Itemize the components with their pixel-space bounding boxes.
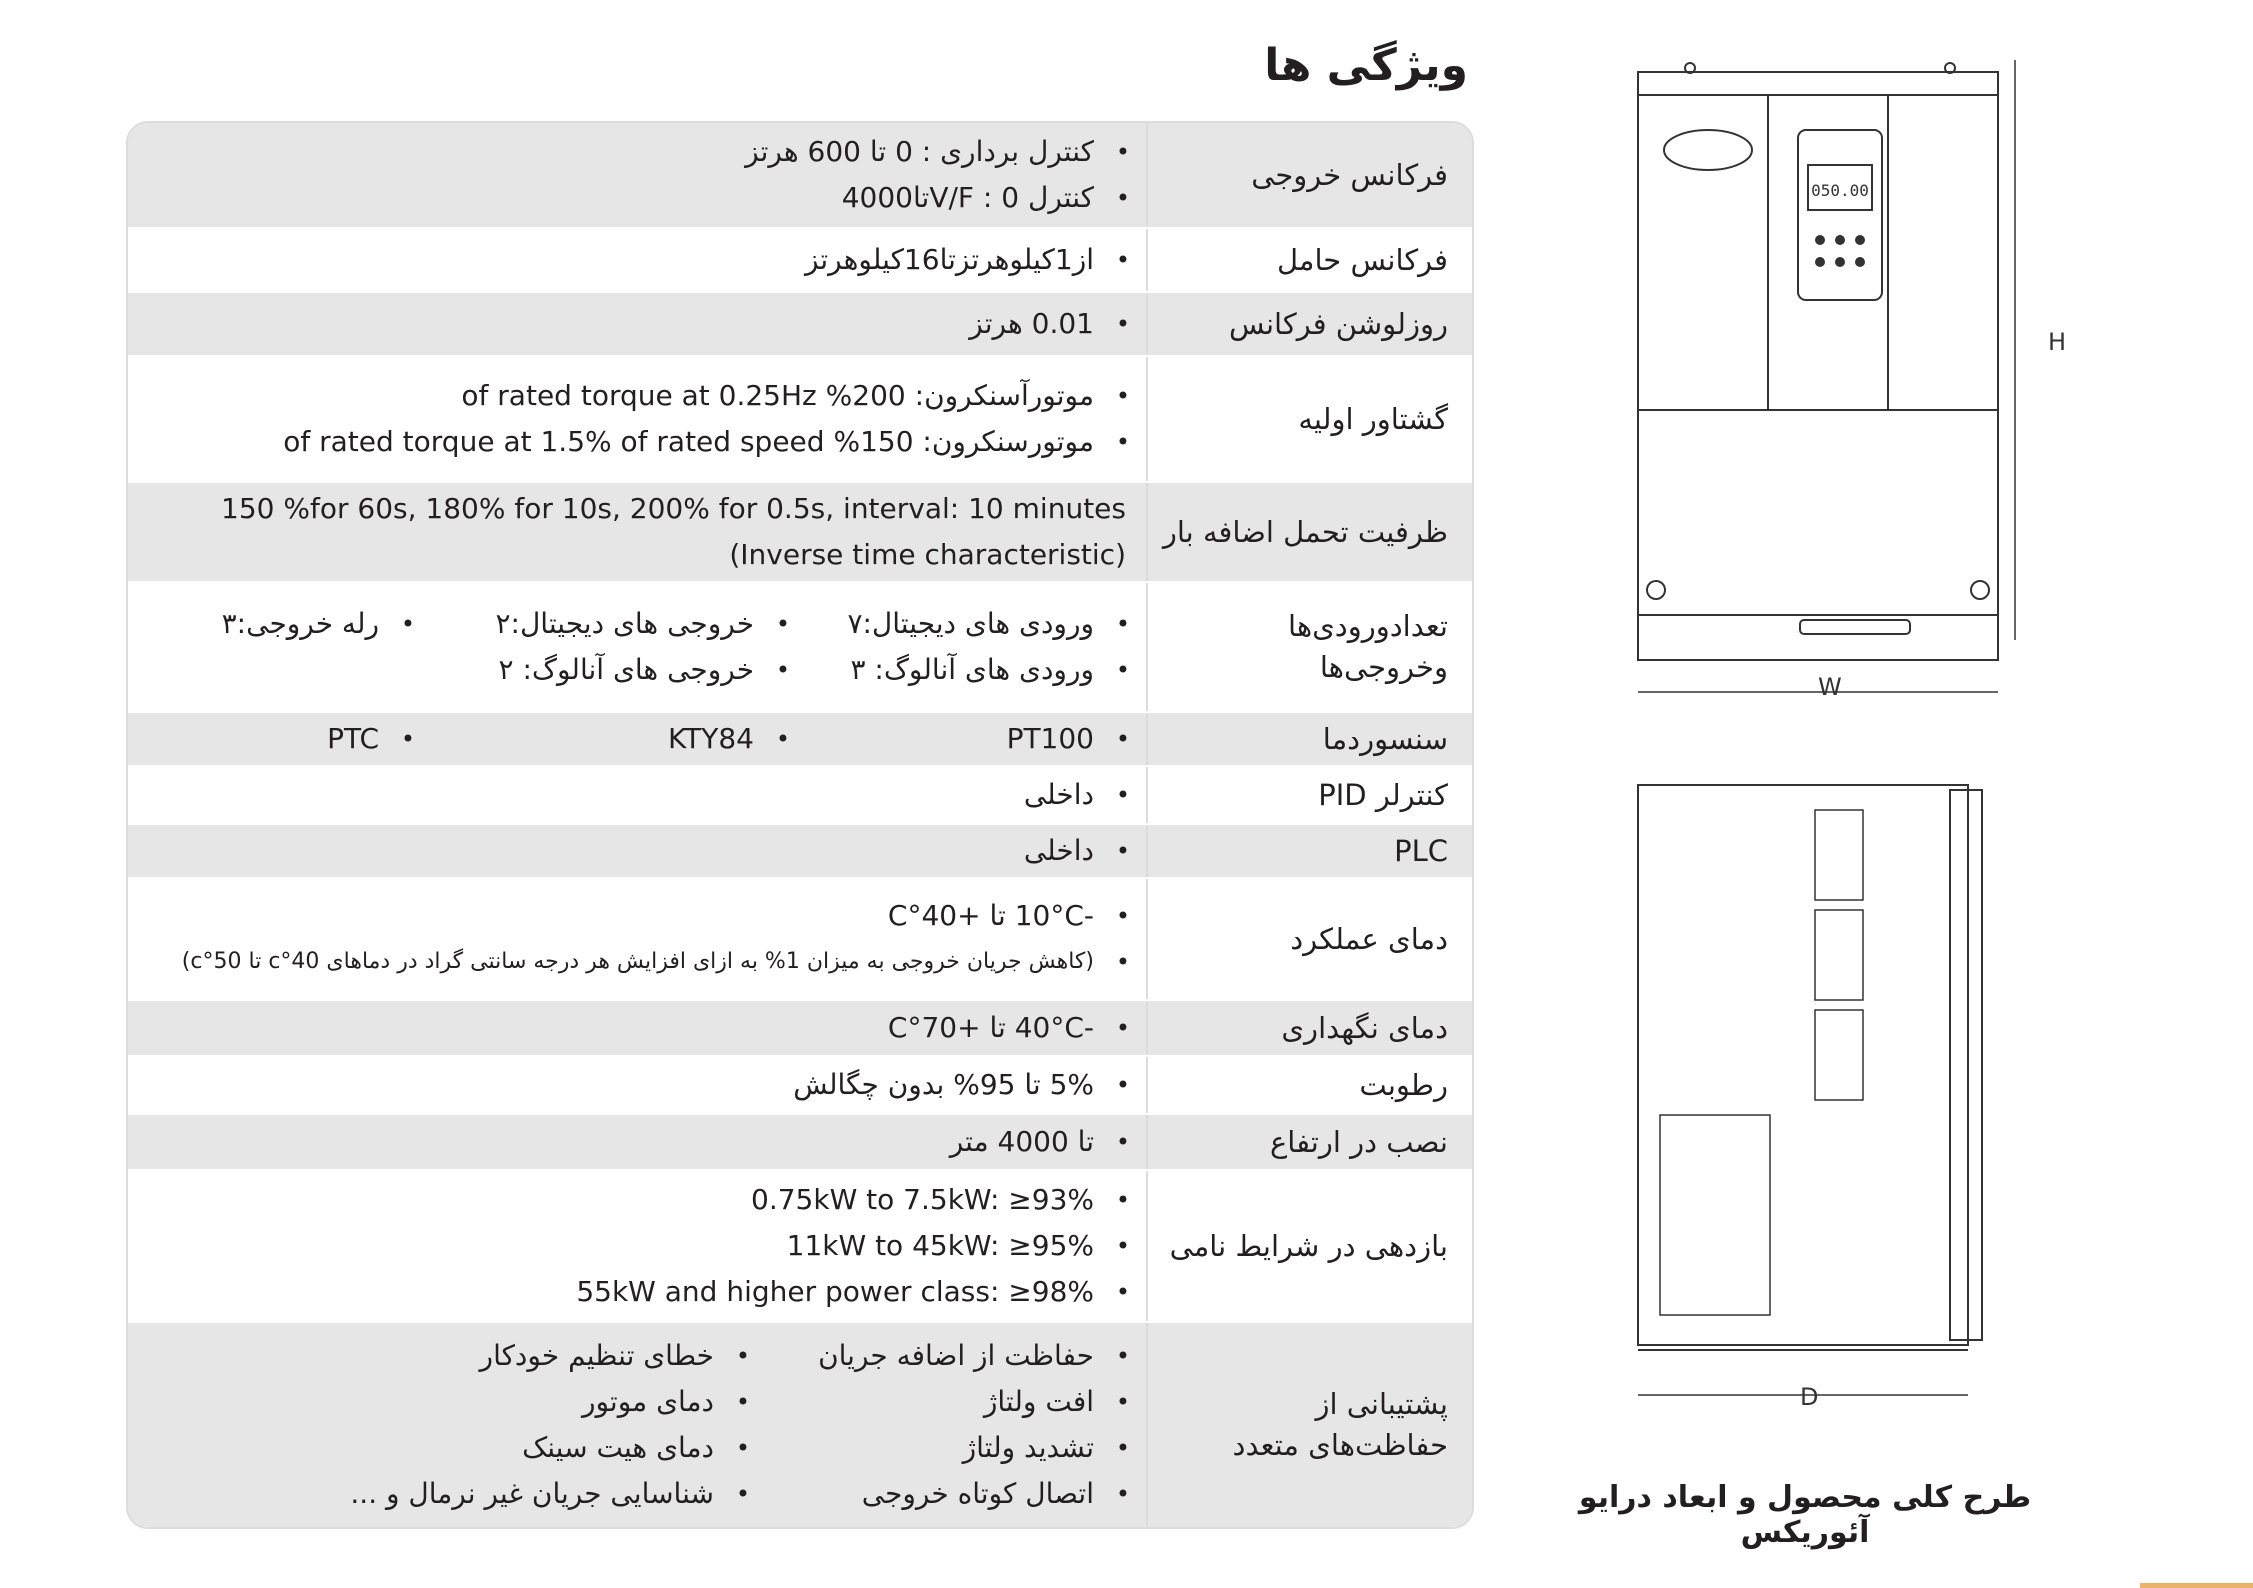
row-label: بازدهی در شرایط نامی	[1146, 1171, 1472, 1321]
row-values	[128, 123, 1146, 227]
page-title: ویژگی ها	[1264, 40, 1468, 91]
row-label: PLC	[1146, 825, 1472, 877]
keypad-housing	[1768, 95, 1888, 410]
list-item: • تا 4000 متر	[148, 1119, 1094, 1165]
drive-body-outline	[1638, 72, 1998, 660]
list-item: • داخلی	[148, 828, 1094, 874]
list-item: • KTY84	[419, 716, 754, 762]
list-item	[148, 1269, 1094, 1315]
row-values	[128, 879, 1146, 999]
table-row	[128, 357, 1472, 483]
table-row	[128, 1001, 1472, 1057]
logo-badge	[1664, 130, 1752, 170]
row-label-line: تعدادورودی‌ها	[1287, 609, 1448, 644]
row-label: نصب در ارتفاع	[1146, 1115, 1472, 1169]
list-item: (Inverse time characteristic)	[729, 538, 1126, 571]
list-item: • شناسایی جریان غیر نرمال و ...	[350, 1471, 714, 1517]
list-item: • کنترل برداری : 0 تا 600 هرتز	[148, 129, 1094, 175]
row-values	[128, 583, 1146, 711]
dim-label-d: D	[1800, 1383, 1819, 1411]
list-item: • PTC	[327, 716, 379, 762]
list-item: • موتورسنکرون: 150% of rated torque at 1.5% of rated speed	[148, 419, 1094, 465]
list-item: • خروجی های دیجیتال:۲	[419, 601, 754, 647]
list-item: 150 %for 60s, 180% for 10s, 200% for 0.5s, interval: 10 minutes	[221, 492, 1126, 525]
table-row	[128, 483, 1472, 583]
drive-side-view-drawing	[1620, 745, 2080, 1445]
row-values	[128, 767, 1146, 823]
list-item: • کنترل V/F : 0تا4000	[148, 175, 1094, 221]
row-values	[128, 825, 1146, 877]
list-item: • 0.01 هرتز	[148, 301, 1094, 347]
row-values	[128, 1323, 1146, 1527]
list-item-text: 55kW and higher power class: ≥98%	[576, 1275, 1094, 1308]
vent-slots	[1660, 810, 1863, 1315]
row-values	[128, 1001, 1146, 1055]
table-row	[128, 1323, 1472, 1527]
table-row	[128, 767, 1472, 825]
row-label-line: حفاظت‌های متعدد	[1232, 1428, 1448, 1462]
dim-label-w: W	[1818, 673, 1842, 700]
row-label-line: وخروجی‌ها	[1319, 650, 1448, 684]
row-values	[128, 1171, 1146, 1321]
list-item: • دمای موتور	[350, 1379, 714, 1425]
table-row	[128, 229, 1472, 293]
list-item: • موتورآسنکرون: 200% of rated torque at 0.25Hz	[148, 373, 1094, 419]
row-label: ظرفیت تحمل اضافه بار	[1146, 483, 1472, 581]
row-label: فرکانس خروجی	[1146, 123, 1472, 227]
corner-accent-line	[2140, 1583, 2253, 1588]
table-row	[128, 713, 1472, 767]
list-item: • -10°C تا +40°C	[148, 893, 1094, 939]
table-row	[128, 1171, 1472, 1323]
row-values	[128, 229, 1146, 291]
row-values	[128, 1115, 1146, 1169]
row-label	[1146, 1323, 1472, 1527]
row-label: سنسوردما	[1146, 713, 1472, 765]
row-label: دمای نگهداری	[1146, 1001, 1472, 1055]
row-values	[128, 713, 1146, 765]
row-values	[128, 293, 1146, 355]
row-label: دمای عملکرد	[1146, 879, 1472, 999]
table-row	[128, 123, 1472, 229]
row-label: فرکانس حامل	[1146, 229, 1472, 291]
figure-caption: طرح کلی محصول و ابعاد درایو آئوریکس	[1578, 1480, 2032, 1550]
display-reading: 050.00	[1811, 181, 1869, 200]
table-row	[128, 1115, 1472, 1171]
table-row	[128, 1057, 1472, 1115]
list-item: • حفاظت از اضافه جریان	[774, 1333, 1094, 1379]
list-item: • ورودی های دیجیتال:۷	[794, 601, 1094, 647]
row-values	[128, 1057, 1146, 1113]
drive-front-view-drawing	[1620, 50, 2080, 700]
list-item: • داخلی	[148, 772, 1094, 818]
list-item-text: 0.75kW to 7.5kW: ≥93%	[751, 1183, 1094, 1216]
list-item	[148, 1177, 1094, 1223]
drive-side-outline	[1638, 785, 1968, 1345]
list-item: • 5% تا 95% بدون چگالش	[148, 1062, 1094, 1108]
row-label: گشتاور اولیه	[1146, 357, 1472, 481]
list-item: • تشدید ولتاژ	[774, 1425, 1094, 1471]
list-item: • دمای هیت سینک	[350, 1425, 714, 1471]
list-item-text: 11kW to 45kW: ≥95%	[786, 1229, 1094, 1262]
row-label	[1146, 583, 1472, 711]
table-row	[128, 583, 1472, 713]
list-item: • خروجی های آنالوگ: ۲	[419, 647, 754, 693]
row-label: رطوبت	[1146, 1057, 1472, 1113]
row-label: روزلوشن فرکانس	[1146, 293, 1472, 355]
list-item-note: • (کاهش جریان خروجی به میزان 1% به ازای افزایش هر درجه سانتی گراد در دماهای 40°c تا 50°c)	[148, 939, 1094, 985]
table-row	[128, 825, 1472, 879]
list-item: • رله خروجی:۳	[222, 601, 379, 647]
dim-label-h: H	[2048, 328, 2067, 356]
list-item: • افت ولتاژ	[774, 1379, 1094, 1425]
list-item: • PT100	[794, 716, 1094, 762]
list-item: • از1کیلوهرتزتا16کیلوهرتز	[148, 237, 1094, 283]
list-item	[148, 1223, 1094, 1269]
list-item: • -40°C تا +70°C	[148, 1005, 1094, 1051]
keypad-panel	[1798, 130, 1882, 300]
row-label-line: پشتیبانی از	[1315, 1387, 1448, 1422]
spec-table	[126, 121, 1474, 1529]
table-row	[128, 293, 1472, 357]
list-item: • ورودی های آنالوگ: ۳	[794, 647, 1094, 693]
list-item: • اتصال کوتاه خروجی	[774, 1471, 1094, 1517]
table-row	[128, 879, 1472, 1001]
row-values	[128, 483, 1146, 581]
row-values	[128, 357, 1146, 481]
list-item: • خطای تنظیم خودکار	[350, 1333, 714, 1379]
row-label: کنترلر PID	[1146, 767, 1472, 823]
